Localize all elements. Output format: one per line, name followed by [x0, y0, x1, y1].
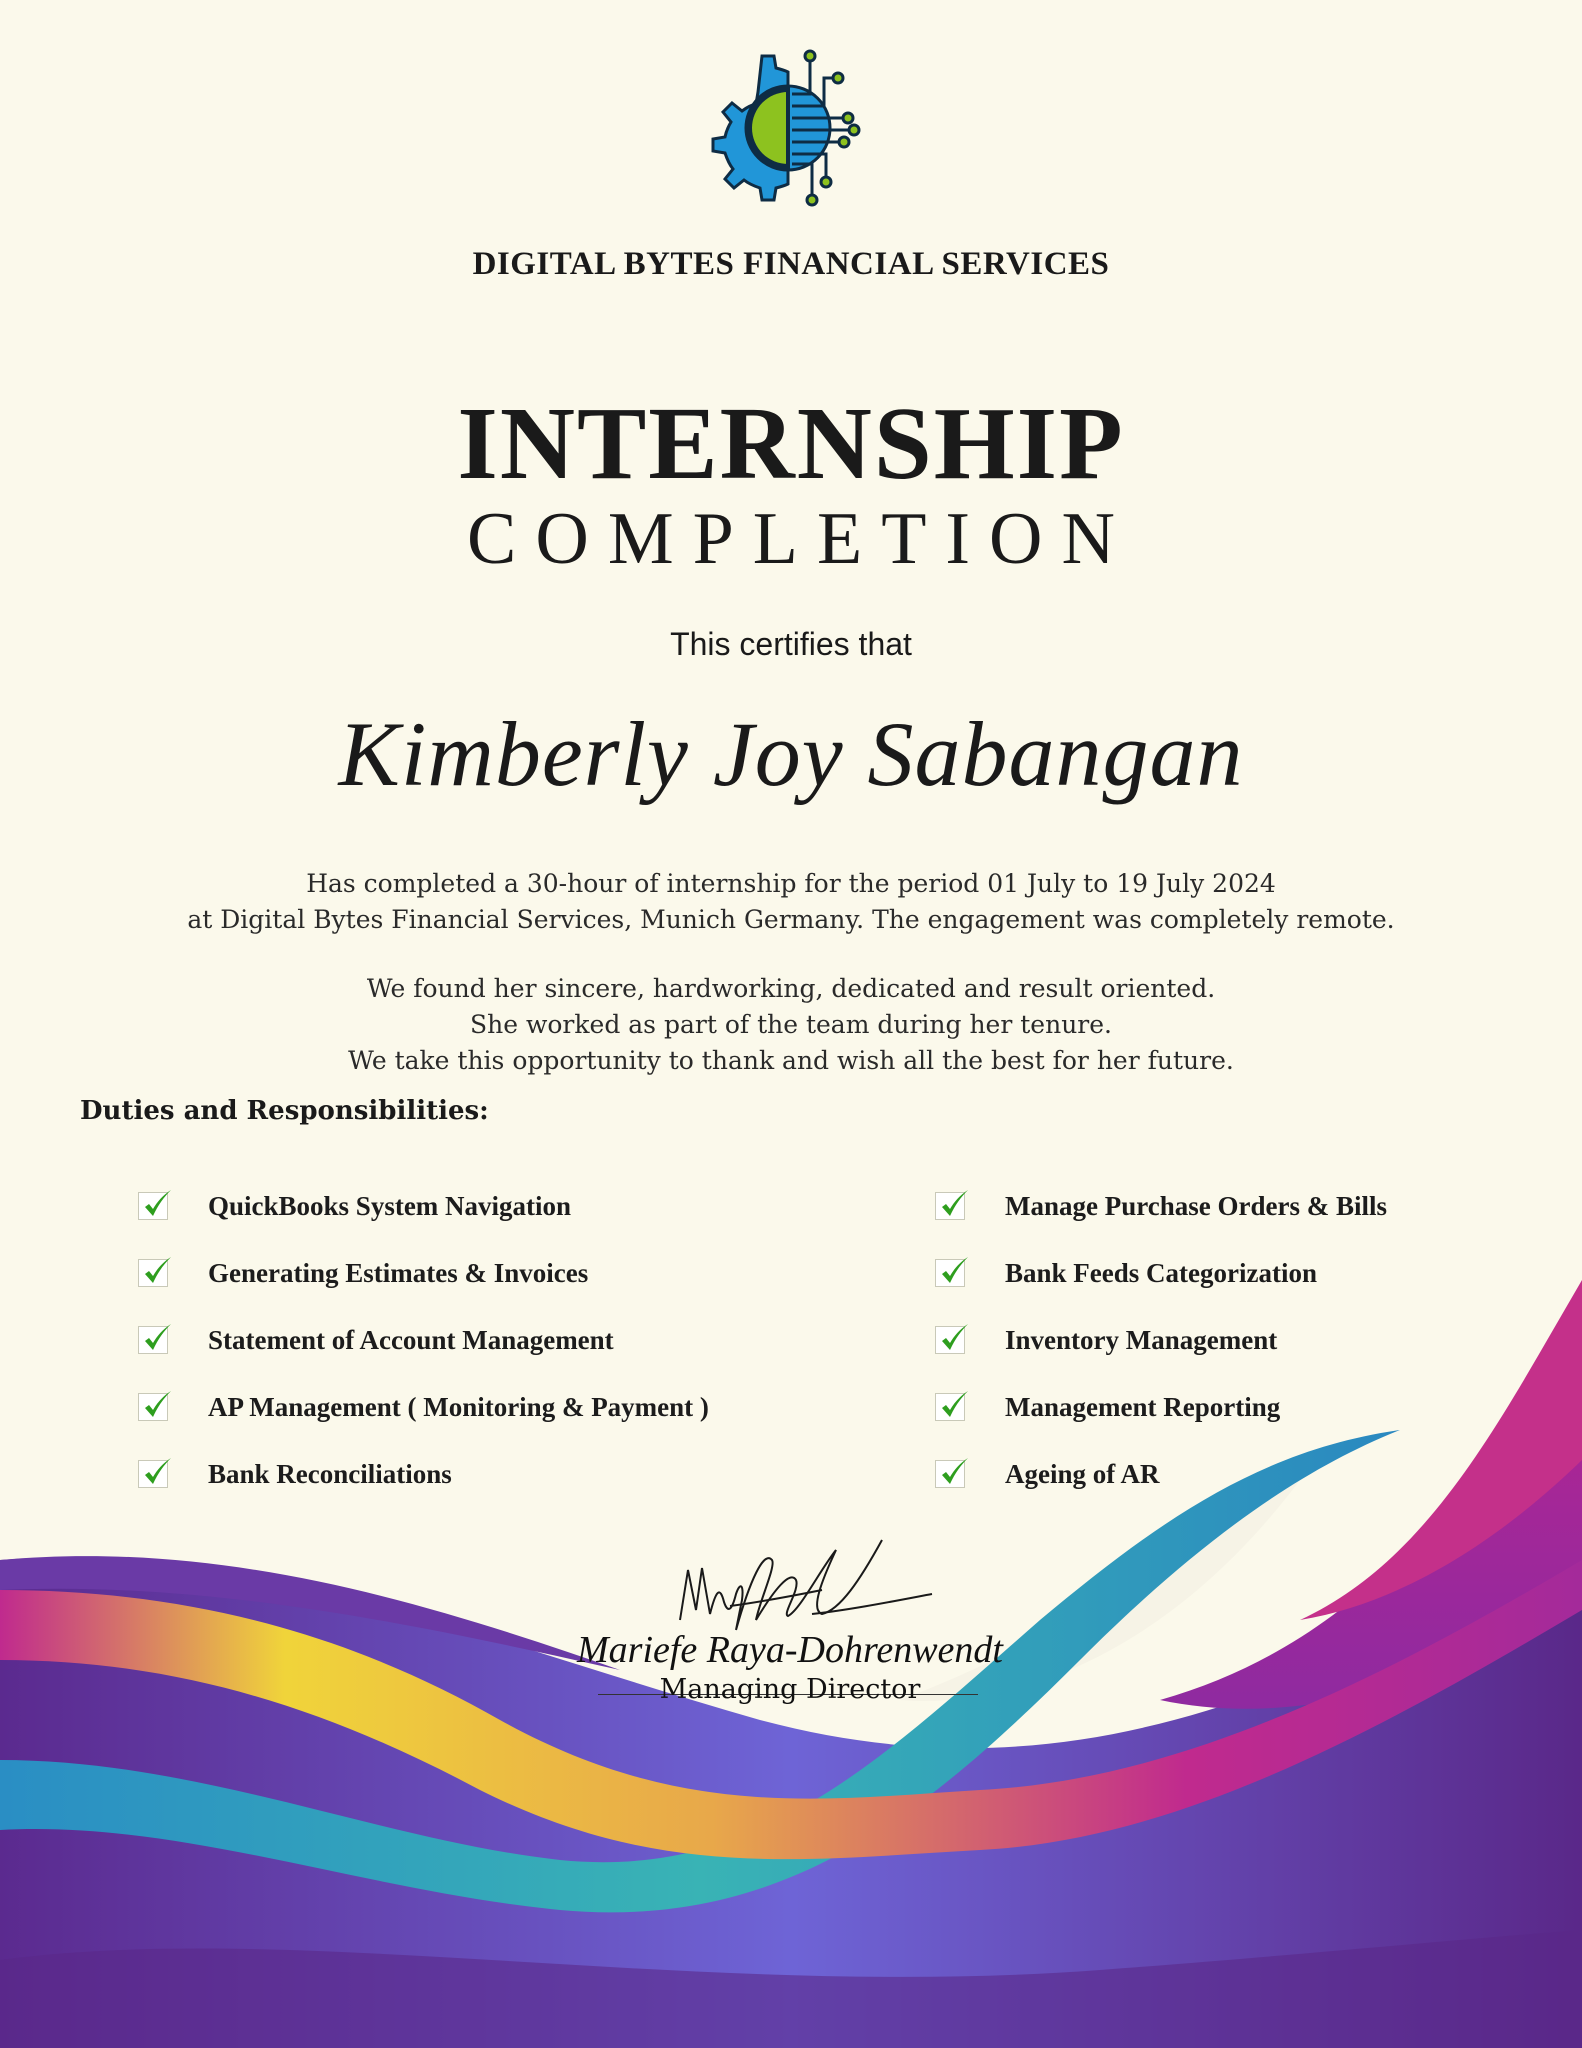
duty-item [935, 1257, 1387, 1324]
duty-label: Management Reporting [1005, 1392, 1281, 1422]
duty-label: AP Management ( Monitoring & Payment ) [208, 1392, 709, 1422]
gear-circuit-logo-icon [713, 51, 859, 205]
checkmark-icon [138, 1460, 168, 1488]
company-logo [700, 38, 890, 218]
commendation-line-3: We take this opportunity to thank and wish all the best for her future. [348, 1046, 1234, 1075]
duty-label: Generating Estimates & Invoices [208, 1258, 589, 1288]
checkmark-icon [138, 1192, 168, 1220]
checkmark-icon [935, 1259, 965, 1287]
duty-label: Bank Reconciliations [208, 1459, 452, 1489]
checkmark-icon [935, 1326, 965, 1354]
checkmark-icon [138, 1393, 168, 1421]
commendation-paragraph [0, 971, 1582, 1079]
checkmark-icon [935, 1192, 965, 1220]
duty-item [935, 1324, 1387, 1391]
completion-line-1: Has completed a 30-hour of internship for the period 01 July to 19 July 2024 [306, 869, 1276, 898]
signatory-role: Managing Director [659, 1674, 921, 1705]
checkmark-icon [138, 1326, 168, 1354]
duty-label: Inventory Management [1005, 1325, 1278, 1355]
duty-label: Statement of Account Management [208, 1325, 614, 1355]
duty-item [935, 1190, 1387, 1257]
signatory-name: Mariefe Raya-Dohrenwendt [577, 1629, 1003, 1671]
duty-item [138, 1190, 709, 1257]
duty-label: Bank Feeds Categorization [1005, 1258, 1317, 1288]
checkmark-icon [935, 1393, 965, 1421]
duty-label: Manage Purchase Orders & Bills [1005, 1191, 1387, 1221]
certificate-subtitle: COMPLETION [467, 498, 1134, 580]
duty-item [138, 1391, 709, 1458]
duty-label: Ageing of AR [1005, 1459, 1160, 1489]
duties-list-right [935, 1190, 1387, 1525]
company-name: DIGITAL BYTES FINANCIAL SERVICES [472, 246, 1110, 282]
duty-item [138, 1257, 709, 1324]
recipient-name: Kimberly Joy Sabangan [338, 703, 1244, 805]
completion-paragraph [0, 866, 1582, 938]
completion-line-2: at Digital Bytes Financial Services, Munich Germany. The engagement was completely remote. [187, 905, 1395, 934]
duty-item [935, 1391, 1387, 1458]
commendation-line-1: We found her sincere, hardworking, dedicated and result oriented. [366, 974, 1216, 1003]
duty-item [138, 1324, 709, 1391]
duty-label: QuickBooks System Navigation [208, 1191, 572, 1221]
commendation-line-2: She worked as part of the team during her tenure. [470, 1010, 1112, 1039]
duties-list-left [138, 1190, 709, 1525]
certificate-title: INTERNSHIP [457, 386, 1125, 501]
checkmark-icon [138, 1259, 168, 1287]
checkmark-icon [935, 1460, 965, 1488]
certifies-text: This certifies that [670, 626, 912, 662]
duties-heading: Duties and Responsibilities: [80, 1096, 489, 1126]
